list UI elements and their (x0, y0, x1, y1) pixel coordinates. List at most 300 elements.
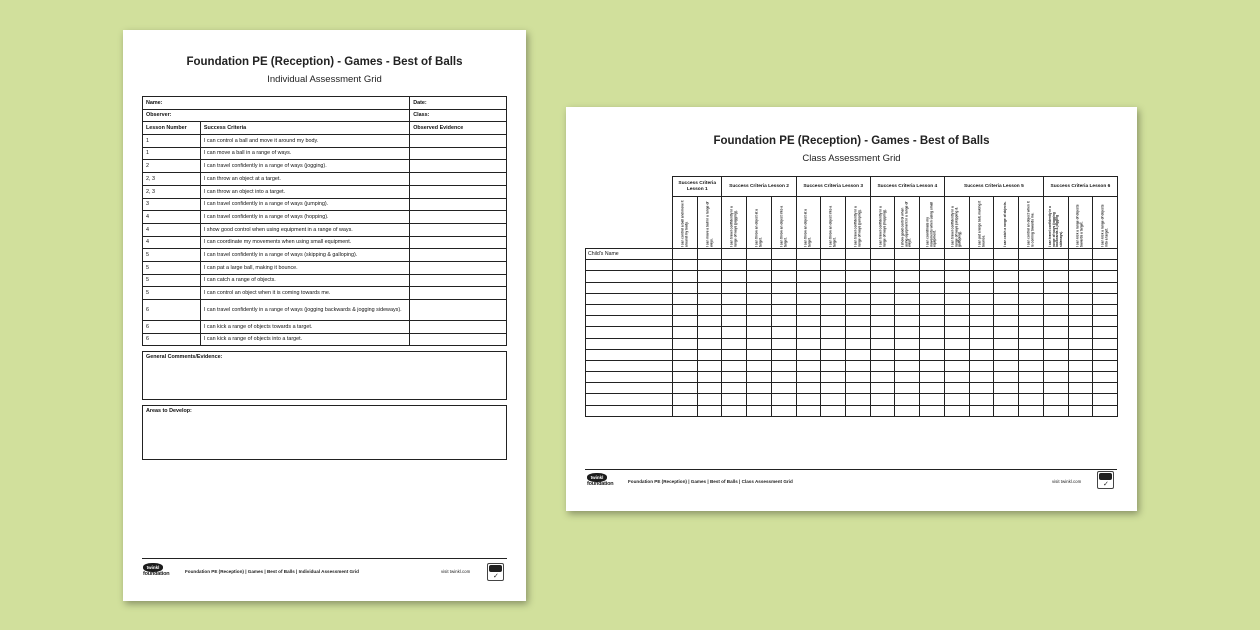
lesson-number-cell: 2, 3 (143, 185, 201, 198)
child-name-cell (586, 316, 673, 327)
assessment-cell (747, 327, 772, 338)
assessment-cell (1068, 282, 1093, 293)
criteria-text: I can control an object when it is coming towards me. (1026, 200, 1034, 247)
assessment-cell (969, 293, 994, 304)
areas-to-develop-label: Areas to Develop: (146, 408, 192, 414)
observed-evidence-cell (410, 173, 507, 186)
assessment-cell (673, 304, 698, 315)
assessment-cell (994, 405, 1019, 416)
assessment-cell (895, 383, 920, 394)
class-assessment-sheet (566, 107, 1137, 511)
assessment-cell (969, 304, 994, 315)
criteria-text: I can travel confidently in a range of ways (hopping). (878, 205, 886, 247)
assessment-cell (722, 405, 747, 416)
success-criteria-header: Success Criteria (200, 122, 409, 135)
assessment-cell (771, 271, 796, 282)
assessment-cell (994, 349, 1019, 360)
assessment-cell (1093, 249, 1118, 260)
assessment-cell (1068, 338, 1093, 349)
assessment-cell (697, 360, 722, 371)
assessment-cell (796, 394, 821, 405)
assessment-cell (969, 327, 994, 338)
assessment-cell (821, 360, 846, 371)
assessment-cell (994, 360, 1019, 371)
assessment-cell (920, 394, 945, 405)
childs-name-header: Child's Name (586, 249, 673, 260)
assessment-cell (846, 316, 871, 327)
assessment-cell (796, 383, 821, 394)
assessment-cell (747, 304, 772, 315)
assessment-cell (920, 372, 945, 383)
assessment-cell (846, 349, 871, 360)
assessment-cell (697, 405, 722, 416)
criteria-text: I can kick a range of objects towards a target. (1075, 203, 1084, 247)
assessment-cell (771, 316, 796, 327)
assessment-cell (994, 338, 1019, 349)
lesson-header: Success Criteria Lesson 5 (944, 177, 1043, 197)
assessment-cell (697, 327, 722, 338)
assessment-cell (846, 405, 871, 416)
logo-bottom-text: foundation (587, 481, 614, 487)
page-title: Foundation PE (Reception) - Games - Best of Balls (186, 56, 463, 68)
assessment-cell (1093, 360, 1118, 371)
success-criteria-cell: I can travel confidently in a range of ways (skipping & galloping). (200, 249, 409, 262)
quality-badge-icon: ✓ (487, 563, 504, 581)
assessment-cell (796, 304, 821, 315)
criteria-text: I can throw an object at a target. (754, 208, 763, 247)
assessment-cell (697, 293, 722, 304)
assessment-cell (673, 327, 698, 338)
assessment-cell (846, 293, 871, 304)
success-criteria-cell: I can control an object when it is coming towards me. (200, 287, 409, 300)
assessment-cell (1093, 405, 1118, 416)
success-criteria-cell: I can coordinate my movements when using small equipment. (200, 236, 409, 249)
observed-evidence-cell (410, 211, 507, 224)
assessment-cell (870, 383, 895, 394)
assessment-cell (846, 360, 871, 371)
assessment-cell (870, 338, 895, 349)
assessment-cell (994, 293, 1019, 304)
assessment-cell (771, 394, 796, 405)
criteria-header-cell (796, 197, 821, 249)
assessment-cell (747, 349, 772, 360)
assessment-cell (1019, 394, 1044, 405)
assessment-cell (771, 349, 796, 360)
observed-evidence-cell (410, 249, 507, 262)
observed-evidence-cell (410, 261, 507, 274)
page-title: Foundation PE (Reception) - Games - Best of Balls (713, 135, 990, 147)
assessment-cell (1019, 338, 1044, 349)
assessment-cell (1093, 338, 1118, 349)
assessment-cell (1019, 360, 1044, 371)
assessment-cell (722, 327, 747, 338)
assessment-cell (969, 372, 994, 383)
assessment-cell (1068, 360, 1093, 371)
assessment-cell (722, 260, 747, 271)
assessment-cell (821, 260, 846, 271)
assessment-cell (994, 394, 1019, 405)
assessment-cell (920, 405, 945, 416)
lesson-number-cell: 6 (143, 321, 201, 334)
assessment-cell (1068, 349, 1093, 360)
assessment-cell (1093, 260, 1118, 271)
assessment-cell (895, 316, 920, 327)
assessment-cell (1068, 405, 1093, 416)
assessment-cell (920, 304, 945, 315)
success-criteria-cell: I can travel confidently in a range of ways (jumping). (200, 198, 409, 211)
assessment-cell (870, 271, 895, 282)
assessment-cell (1019, 372, 1044, 383)
assessment-cell (944, 360, 969, 371)
table-row (586, 316, 1118, 327)
assessment-cell (796, 249, 821, 260)
assessment-cell (1019, 349, 1044, 360)
criteria-header-cell (722, 197, 747, 249)
assessment-cell (673, 360, 698, 371)
assessment-cell (920, 349, 945, 360)
assessment-cell (821, 338, 846, 349)
criteria-text: I can travel confidently in a range of ways (jogging backwards & jogging sideways). (1047, 205, 1063, 247)
criteria-header-cell (944, 197, 969, 249)
assessment-cell (944, 316, 969, 327)
assessment-cell (944, 304, 969, 315)
observer-field: Observer: (143, 109, 410, 122)
table-row (586, 327, 1118, 338)
assessment-cell (969, 260, 994, 271)
footer-url: visit twinkl.com (441, 569, 471, 574)
assessment-cell (722, 338, 747, 349)
assessment-cell (994, 249, 1019, 260)
assessment-cell (870, 372, 895, 383)
assessment-cell (697, 271, 722, 282)
assessment-cell (895, 360, 920, 371)
observed-evidence-cell (410, 135, 507, 148)
assessment-cell (673, 271, 698, 282)
assessment-cell (944, 383, 969, 394)
criteria-text: I show good control when using equipment in a range of ways. (901, 201, 913, 247)
criteria-text: I can throw an object into a target. (828, 205, 837, 247)
class-assessment-table (585, 176, 1118, 417)
table-row (143, 160, 507, 173)
assessment-cell (870, 327, 895, 338)
assessment-cell (747, 282, 772, 293)
assessment-cell (771, 405, 796, 416)
lesson-number-cell: 1 (143, 147, 201, 160)
assessment-cell (1043, 282, 1068, 293)
lesson-header: Success Criteria Lesson 1 (673, 177, 722, 197)
lesson-header: Success Criteria Lesson 6 (1043, 177, 1117, 197)
criteria-text: I can pat a large ball, making it bounce. (976, 200, 985, 247)
assessment-cell (796, 338, 821, 349)
table-row (143, 321, 507, 334)
assessment-cell (821, 304, 846, 315)
assessment-cell (821, 249, 846, 260)
assessment-cell (821, 293, 846, 304)
child-name-cell (586, 293, 673, 304)
assessment-cell (747, 260, 772, 271)
assessment-cell (1019, 293, 1044, 304)
assessment-cell (697, 249, 722, 260)
assessment-cell (1093, 349, 1118, 360)
criteria-header-cell (994, 197, 1019, 249)
assessment-cell (969, 271, 994, 282)
observed-evidence-cell (410, 198, 507, 211)
assessment-cell (969, 383, 994, 394)
table-row (586, 372, 1118, 383)
lesson-number-cell: 5 (143, 261, 201, 274)
assessment-cell (944, 260, 969, 271)
assessment-cell (673, 338, 698, 349)
class-field: Class: (410, 109, 507, 122)
assessment-cell (920, 271, 945, 282)
assessment-cell (697, 372, 722, 383)
assessment-cell (673, 394, 698, 405)
table-row (586, 360, 1118, 371)
assessment-cell (821, 327, 846, 338)
assessment-cell (771, 293, 796, 304)
assessment-cell (771, 372, 796, 383)
assessment-cell (747, 293, 772, 304)
individual-assessment-table (142, 96, 507, 346)
assessment-cell (994, 383, 1019, 394)
assessment-cell (697, 304, 722, 315)
table-row (143, 300, 507, 321)
child-name-cell (586, 271, 673, 282)
assessment-cell (994, 271, 1019, 282)
assessment-cell (697, 260, 722, 271)
logo-top-text: twinkl (587, 473, 607, 482)
assessment-cell (1019, 260, 1044, 271)
lesson-number-cell: 1 (143, 135, 201, 148)
assessment-cell (673, 372, 698, 383)
assessment-cell (673, 316, 698, 327)
assessment-cell (994, 327, 1019, 338)
assessment-cell (1019, 249, 1044, 260)
success-criteria-cell: I can kick a range of objects towards a target. (200, 321, 409, 334)
child-name-cell (586, 282, 673, 293)
assessment-cell (870, 394, 895, 405)
assessment-cell (895, 372, 920, 383)
assessment-cell (1068, 271, 1093, 282)
assessment-cell (895, 338, 920, 349)
criteria-header-cell (821, 197, 846, 249)
assessment-cell (722, 271, 747, 282)
observed-evidence-cell (410, 185, 507, 198)
logo-bottom-text: foundation (143, 571, 170, 577)
assessment-cell (1093, 327, 1118, 338)
assessment-cell (796, 271, 821, 282)
lesson-number-cell: 6 (143, 333, 201, 346)
assessment-cell (796, 405, 821, 416)
assessment-cell (920, 338, 945, 349)
lesson-number-cell: 4 (143, 211, 201, 224)
assessment-cell (1019, 271, 1044, 282)
assessment-cell (895, 304, 920, 315)
assessment-cell (673, 383, 698, 394)
assessment-cell (1043, 316, 1068, 327)
assessment-cell (944, 293, 969, 304)
individual-assessment-sheet (123, 30, 526, 601)
assessment-cell (994, 304, 1019, 315)
child-name-cell (586, 394, 673, 405)
observed-evidence-cell (410, 236, 507, 249)
table-row (143, 261, 507, 274)
assessment-cell (944, 249, 969, 260)
assessment-cell (722, 372, 747, 383)
child-name-cell (586, 260, 673, 271)
child-name-cell (586, 405, 673, 416)
assessment-cell (846, 282, 871, 293)
table-row (143, 198, 507, 211)
assessment-cell (1043, 338, 1068, 349)
page-subtitle: Individual Assessment Grid (267, 74, 382, 85)
assessment-cell (722, 383, 747, 394)
assessment-cell (1068, 394, 1093, 405)
assessment-cell (697, 383, 722, 394)
assessment-cell (870, 282, 895, 293)
table-row (143, 185, 507, 198)
areas-to-develop-box (142, 405, 507, 460)
assessment-cell (1068, 304, 1093, 315)
assessment-cell (994, 282, 1019, 293)
assessment-cell (771, 282, 796, 293)
assessment-cell (969, 394, 994, 405)
criteria-text: I can travel confidently in a range of ways (skipping & galloping). (950, 205, 962, 247)
assessment-cell (673, 405, 698, 416)
assessment-cell (821, 372, 846, 383)
assessment-cell (771, 304, 796, 315)
assessment-cell (697, 338, 722, 349)
criteria-text: I can travel confidently in a range of ways (jumping). (853, 205, 861, 247)
assessment-cell (722, 394, 747, 405)
success-criteria-cell: I can catch a range of objects. (200, 274, 409, 287)
assessment-cell (920, 260, 945, 271)
assessment-cell (846, 372, 871, 383)
assessment-cell (895, 282, 920, 293)
success-criteria-cell: I can travel confidently in a range of ways (jogging). (200, 160, 409, 173)
lesson-number-cell: 3 (143, 198, 201, 211)
criteria-header-row (586, 197, 1118, 249)
criteria-header-cell (747, 197, 772, 249)
criteria-text: I can control a ball and move it around my body. (680, 199, 688, 247)
table-row (143, 173, 507, 186)
assessment-cell (846, 249, 871, 260)
success-criteria-cell: I can kick a range of objects into a target. (200, 333, 409, 346)
observed-evidence-cell (410, 333, 507, 346)
assessment-cell (821, 405, 846, 416)
criteria-text: I can catch a range of objects. (1003, 200, 1008, 247)
assessment-cell (722, 304, 747, 315)
assessment-cell (944, 394, 969, 405)
assessment-cell (771, 249, 796, 260)
assessment-cell (1068, 327, 1093, 338)
assessment-cell (771, 338, 796, 349)
assessment-cell (1043, 372, 1068, 383)
lesson-header: Success Criteria Lesson 3 (796, 177, 870, 197)
assessment-cell (920, 316, 945, 327)
assessment-cell (1043, 327, 1068, 338)
assessment-cell (1043, 349, 1068, 360)
table-row (143, 274, 507, 287)
assessment-cell (821, 282, 846, 293)
table-row (143, 287, 507, 300)
lesson-number-cell: 6 (143, 300, 201, 321)
assessment-cell (969, 316, 994, 327)
assessment-cell (771, 260, 796, 271)
assessment-cell (895, 327, 920, 338)
assessment-cell (994, 260, 1019, 271)
assessment-cell (1093, 293, 1118, 304)
assessment-cell (870, 349, 895, 360)
assessment-cell (747, 383, 772, 394)
lesson-number-cell: 2 (143, 160, 201, 173)
assessment-cell (846, 260, 871, 271)
criteria-header-cell (846, 197, 871, 249)
general-comments-label: General Comments/Evidence: (146, 354, 223, 360)
name-header-row (586, 249, 1118, 260)
success-criteria-cell: I can travel confidently in a range of ways (jogging backwards & jogging sideways). (200, 300, 409, 321)
table-row (586, 271, 1118, 282)
assessment-cell (796, 327, 821, 338)
assessment-cell (870, 293, 895, 304)
assessment-cell (771, 360, 796, 371)
table-row (143, 249, 507, 262)
assessment-cell (747, 249, 772, 260)
assessment-cell (870, 260, 895, 271)
child-name-cell (586, 338, 673, 349)
assessment-cell (846, 327, 871, 338)
assessment-cell (969, 405, 994, 416)
assessment-cell (1043, 394, 1068, 405)
assessment-cell (1068, 383, 1093, 394)
assessment-cell (944, 338, 969, 349)
table-row (586, 282, 1118, 293)
assessment-cell (920, 293, 945, 304)
success-criteria-cell: I can control a ball and move it around my body. (200, 135, 409, 148)
table-row (143, 236, 507, 249)
lesson-number-cell: 4 (143, 223, 201, 236)
assessment-cell (1019, 282, 1044, 293)
table-row (143, 147, 507, 160)
child-name-cell (586, 304, 673, 315)
lesson-number-header: Lesson Number (143, 122, 201, 135)
assessment-cell (1043, 271, 1068, 282)
assessment-cell (895, 394, 920, 405)
assessment-cell (771, 383, 796, 394)
footer-url: visit twinkl.com (1052, 479, 1082, 484)
assessment-cell (747, 394, 772, 405)
assessment-cell (870, 405, 895, 416)
table-row (143, 223, 507, 236)
assessment-cell (1068, 316, 1093, 327)
assessment-cell (944, 271, 969, 282)
assessment-cell (722, 360, 747, 371)
lesson-number-cell: 5 (143, 274, 201, 287)
observed-evidence-cell (410, 287, 507, 300)
footer-text: Foundation PE (Reception) | Games | Best of Balls | Class Assessment Grid (628, 479, 793, 484)
child-name-cell (586, 383, 673, 394)
assessment-cell (796, 360, 821, 371)
table-row (143, 333, 507, 346)
assessment-cell (895, 271, 920, 282)
assessment-cell (846, 304, 871, 315)
lesson-number-cell: 5 (143, 287, 201, 300)
assessment-cell (1093, 304, 1118, 315)
success-criteria-cell: I can travel confidently in a range of ways (hopping). (200, 211, 409, 224)
assessment-cell (1068, 260, 1093, 271)
assessment-cell (895, 405, 920, 416)
footer-text: Foundation PE (Reception) | Games | Best of Balls | Individual Assessment Grid (185, 569, 359, 574)
